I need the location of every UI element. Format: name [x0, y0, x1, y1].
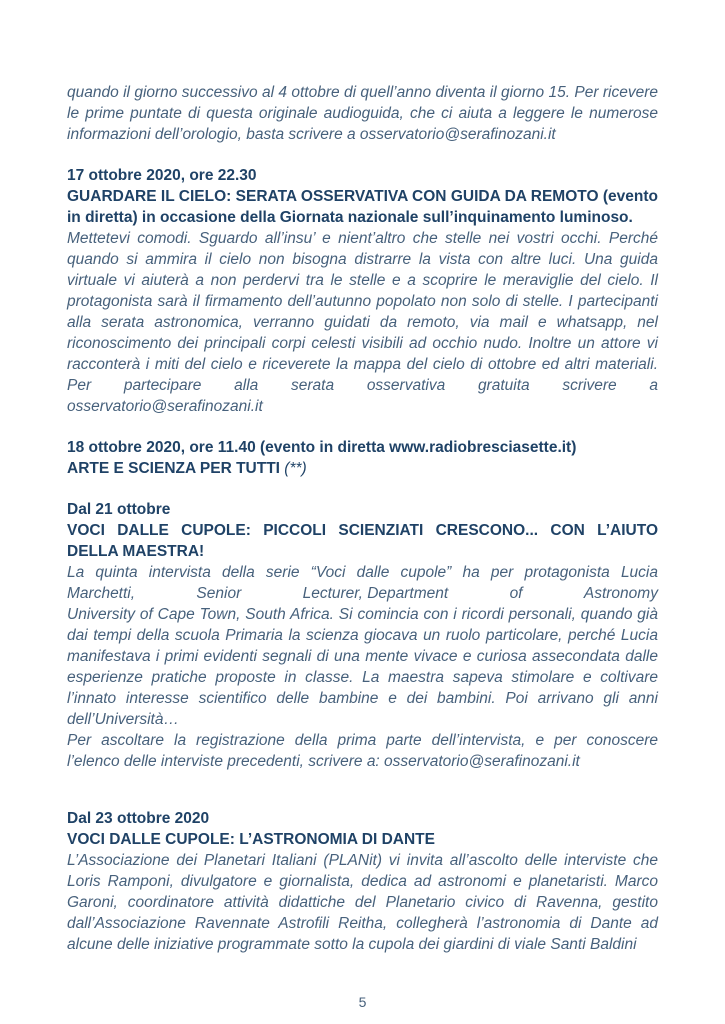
event-description-spread-line [67, 583, 658, 604]
event-description: L’Associazione dei Planetari Italiani (PLANit) vi invita all’ascolto delle interviste che Loris Ramponi, divulgatore e giornalista, dedica ad astronomi e planetaristi. Marco Garoni, coordinatore attività didattiche del Planetario civico di Ravenna, gestito dall’Associazione Ravennate Astrofili Reitha, collegherà l’astronomia di Dante ad alcune delle iniziative programmate sotto la cupola dei giardini di viale Santi Baldini [67, 852, 658, 953]
event-title-bold: ARTE E SCIENZA PER TUTTI [67, 460, 285, 477]
spread-token: Astronomy [583, 585, 658, 602]
section-spacer-large [67, 772, 658, 808]
event-date-line: Dal 23 ottobre 2020 [67, 810, 210, 827]
page-number: 5 [358, 994, 367, 1010]
event-title [67, 458, 658, 479]
event-date-line: 18 ottobre 2020, ore 11.40 (evento in diretta www.radiobresciasette.it) [67, 439, 577, 456]
event-contact-note: Per ascoltare la registrazione della prima parte dell’intervista, e per conoscere l’elenco delle interviste precedenti, scrivere a: osservatorio@serafinozani.it [67, 732, 658, 770]
event-title: GUARDARE IL CIELO: SERATA OSSERVATIVA CON GUIDA DA REMOTO (evento in diretta) in occasione della Giornata nazionale sull’inquinamento luminoso. [67, 188, 658, 226]
event-17-october [67, 165, 658, 417]
event-23-october [67, 808, 658, 955]
event-description: University of Cape Town, South Africa. Si comincia con i ricordi personali, quando già dai tempi della scuola Primaria la scienza giocava un ruolo particolare, perché Lucia manifestava i primi evidenti segnali di una mente vivace e curiosa assecondata dalle esperienze pratiche proposte in classe. La maestra sapeva stimolare e coltivare l’innato interesse scientifico delle bambine e dei bambini. Poi arrivano gli anni dell’Università… [67, 606, 658, 728]
event-18-october [67, 437, 658, 479]
event-description: Mettetevi comodi. Sguardo all’insu’ e nient’altro che stelle nei vostri occhi. Perché quando si ammira il cielo non bisogna distrarre la vista con altre luci. Una guida virtuale vi aiuterà a non perdervi tra le stelle e a scoprire le meraviglie del cielo. Il protagonista sarà il firmamento dell’autunno popolato non solo di stelle. I partecipanti alla serata astronomica, verranno guidati da remoto, via mail e whatsapp, nel riconoscimento dei principali corpi celesti visibili ad occhio nudo. Inoltre un attore vi racconterà i miti del cielo e riceverete la mappa del cielo di ottobre ed altri materiali. Per partecipare alla serata osservativa gratuita scrivere a osservatorio@serafinozani.it [67, 230, 658, 415]
event-title: VOCI DALLE CUPOLE: L’ASTRONOMIA DI DANTE [67, 831, 435, 848]
spread-token: Marchetti, [67, 585, 136, 602]
event-date-line: Dal 21 ottobre [67, 501, 171, 518]
section-spacer [67, 145, 658, 165]
event-date-line: 17 ottobre 2020, ore 22.30 [67, 167, 257, 184]
event-title-note: (**) [284, 460, 307, 477]
section-spacer [67, 417, 658, 437]
document-content [67, 82, 658, 955]
section-spacer [67, 479, 658, 499]
intro-paragraph: quando il giorno successivo al 4 ottobre di quell’anno diventa il giorno 15. Per ricevere le prime puntate di questa originale audioguida, che ci aiuta a leggere le numerose informazioni dell’orologio, basta scrivere a osservatorio@serafinozani.it [67, 84, 658, 143]
event-title: VOCI DALLE CUPOLE: PICCOLI SCIENZIATI CRESCONO... CON L’AIUTO DELLA MAESTRA! [67, 522, 658, 560]
event-description-line1: La quinta intervista della serie “Voci dalle cupole” ha per protagonista Lucia [67, 564, 658, 581]
spread-token: Lecturer, Department [302, 585, 449, 602]
event-21-october [67, 499, 658, 772]
spread-token: of [509, 585, 523, 602]
spread-token: Senior [196, 585, 242, 602]
